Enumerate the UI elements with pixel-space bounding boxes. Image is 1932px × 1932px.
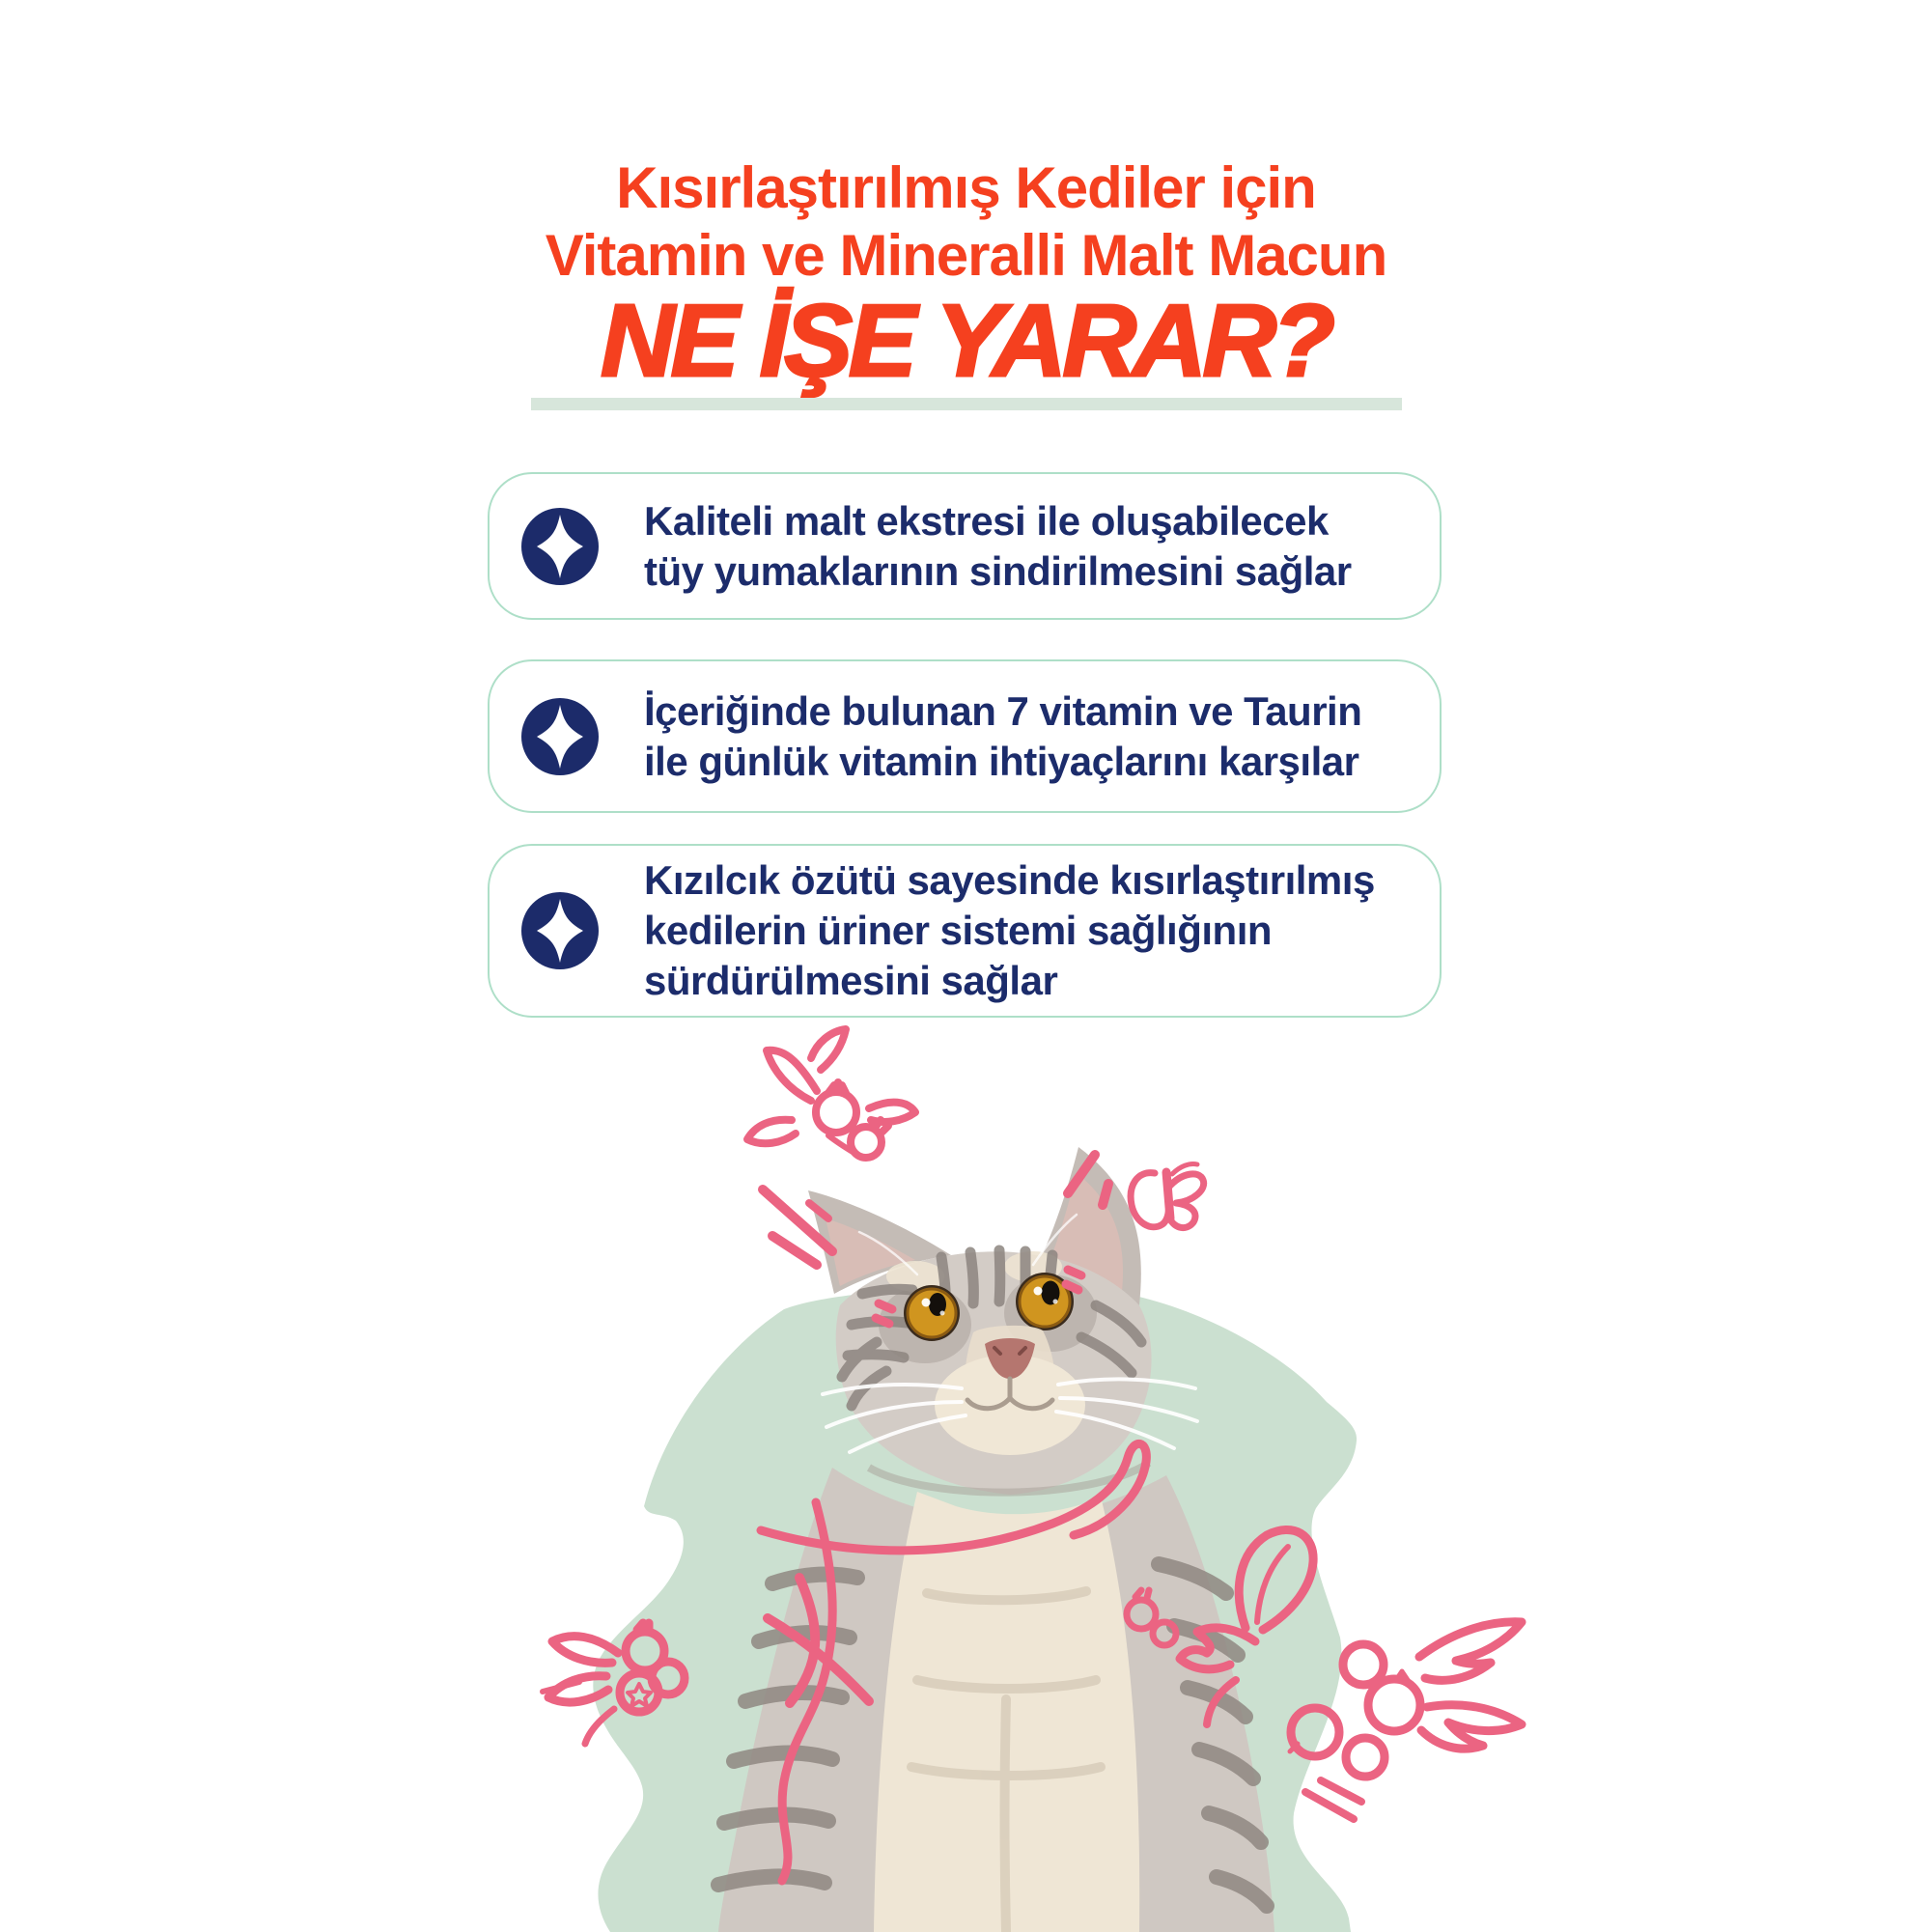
benefit-text: Kızılcık özütü sayesinde kısırlaştırılmış kedilerin üriner sistemi sağlığının sürdürülmesini sağlar xyxy=(644,857,1375,1003)
butterfly xyxy=(1131,1163,1204,1227)
benefit-text: Kaliteli malt ekstresi ile oluşabilecek tüy yumaklarının sindirilmesini sağlar xyxy=(644,497,1352,594)
product-title-line2: Vitamin ve Mineralli Malt Macun xyxy=(545,223,1387,288)
cranberry-sprig-top xyxy=(747,1029,915,1158)
benefit-text: İçeriğinde bulunan 7 vitamin ve Taurin ile günlük vitamin ihtiyaçlarını karşılar xyxy=(644,687,1362,784)
page-title: NE İŞE YARAR? xyxy=(601,284,1331,398)
product-title-line1: Kısırlaştırılmış Kediler için xyxy=(616,155,1316,220)
